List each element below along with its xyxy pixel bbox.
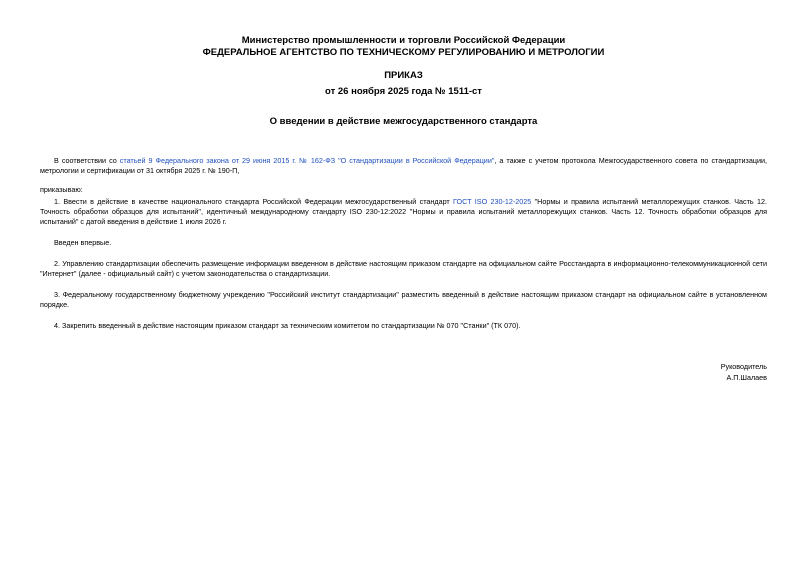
order-directive: приказываю: bbox=[40, 185, 83, 194]
federal-law-link[interactable]: статьей 9 Федерального закона от 29 июня 2015 г. № 162-ФЗ "О стандартизации в Российской Федерации" bbox=[119, 156, 495, 165]
item-1-text-start: 1. Ввести в действие в качестве национального стандарта Российской Федерации межгосударственный стандарт bbox=[54, 197, 454, 206]
order-item-1 bbox=[40, 197, 767, 228]
document-date-number: от 26 ноября 2025 года № 1511-ст bbox=[325, 86, 482, 97]
preamble-text-start: В соответствии со bbox=[54, 156, 120, 165]
signatory-position: Руководитель bbox=[720, 362, 767, 371]
item-1-text-end: "Нормы и правила испытаний металлорежущих станков. Часть 12. Точность обработки образцов для испытаний", идентичный международному стандарту ISO 230-12:2022 "Нормы и правила испытаний металлорежущих станков. Часть 12. Точность обработки образцов для испытаний" с датой введения в действие 1 июля 2026 г. bbox=[40, 197, 767, 227]
gost-standard-link[interactable]: ГОСТ ISO 230-12-2025 bbox=[453, 197, 532, 206]
introduced-first-time: Введен впервые. bbox=[54, 238, 112, 247]
agency-name: ФЕДЕРАЛЬНОЕ АГЕНТСТВО ПО ТЕХНИЧЕСКОМУ РЕГУЛИРОВАНИЮ И МЕТРОЛОГИИ bbox=[202, 47, 605, 58]
preamble-text-end: , а также с учетом протокола Межгосударственного совета по стандартизации, метрологии и сертификации от 31 октября 2025 г. № 190-П, bbox=[40, 156, 767, 176]
order-item-4: 4. Закрепить введенный в действие настоящим приказом стандарт за техническим комитетом по стандартизации № 070 "Станки" (ТК 070). bbox=[54, 321, 521, 330]
document-subject: О введении в действие межгосударственного стандарта bbox=[269, 116, 538, 127]
signatory-name: А.П.Шалаев bbox=[726, 373, 767, 382]
order-item-2: 2. Управлению стандартизации обеспечить размещение информации введенном в действие настоящим приказом стандарте на официальном сайте Росстандарта в информационно-телекоммуникационной сети "Интернет" (далее - официальный сайт) с учетом законодательства о стандартизации. bbox=[40, 259, 767, 279]
document-type: ПРИКАЗ bbox=[384, 70, 423, 81]
order-item-3: 3. Федеральному государственному бюджетному учреждению "Российский институт стандартизации" разместить введенный в действие настоящим приказом стандарт на официальном сайте в установленном порядке. bbox=[40, 290, 767, 310]
ministry-name: Министерство промышленности и торговли Российской Федерации bbox=[241, 35, 566, 46]
preamble-paragraph bbox=[40, 156, 767, 176]
